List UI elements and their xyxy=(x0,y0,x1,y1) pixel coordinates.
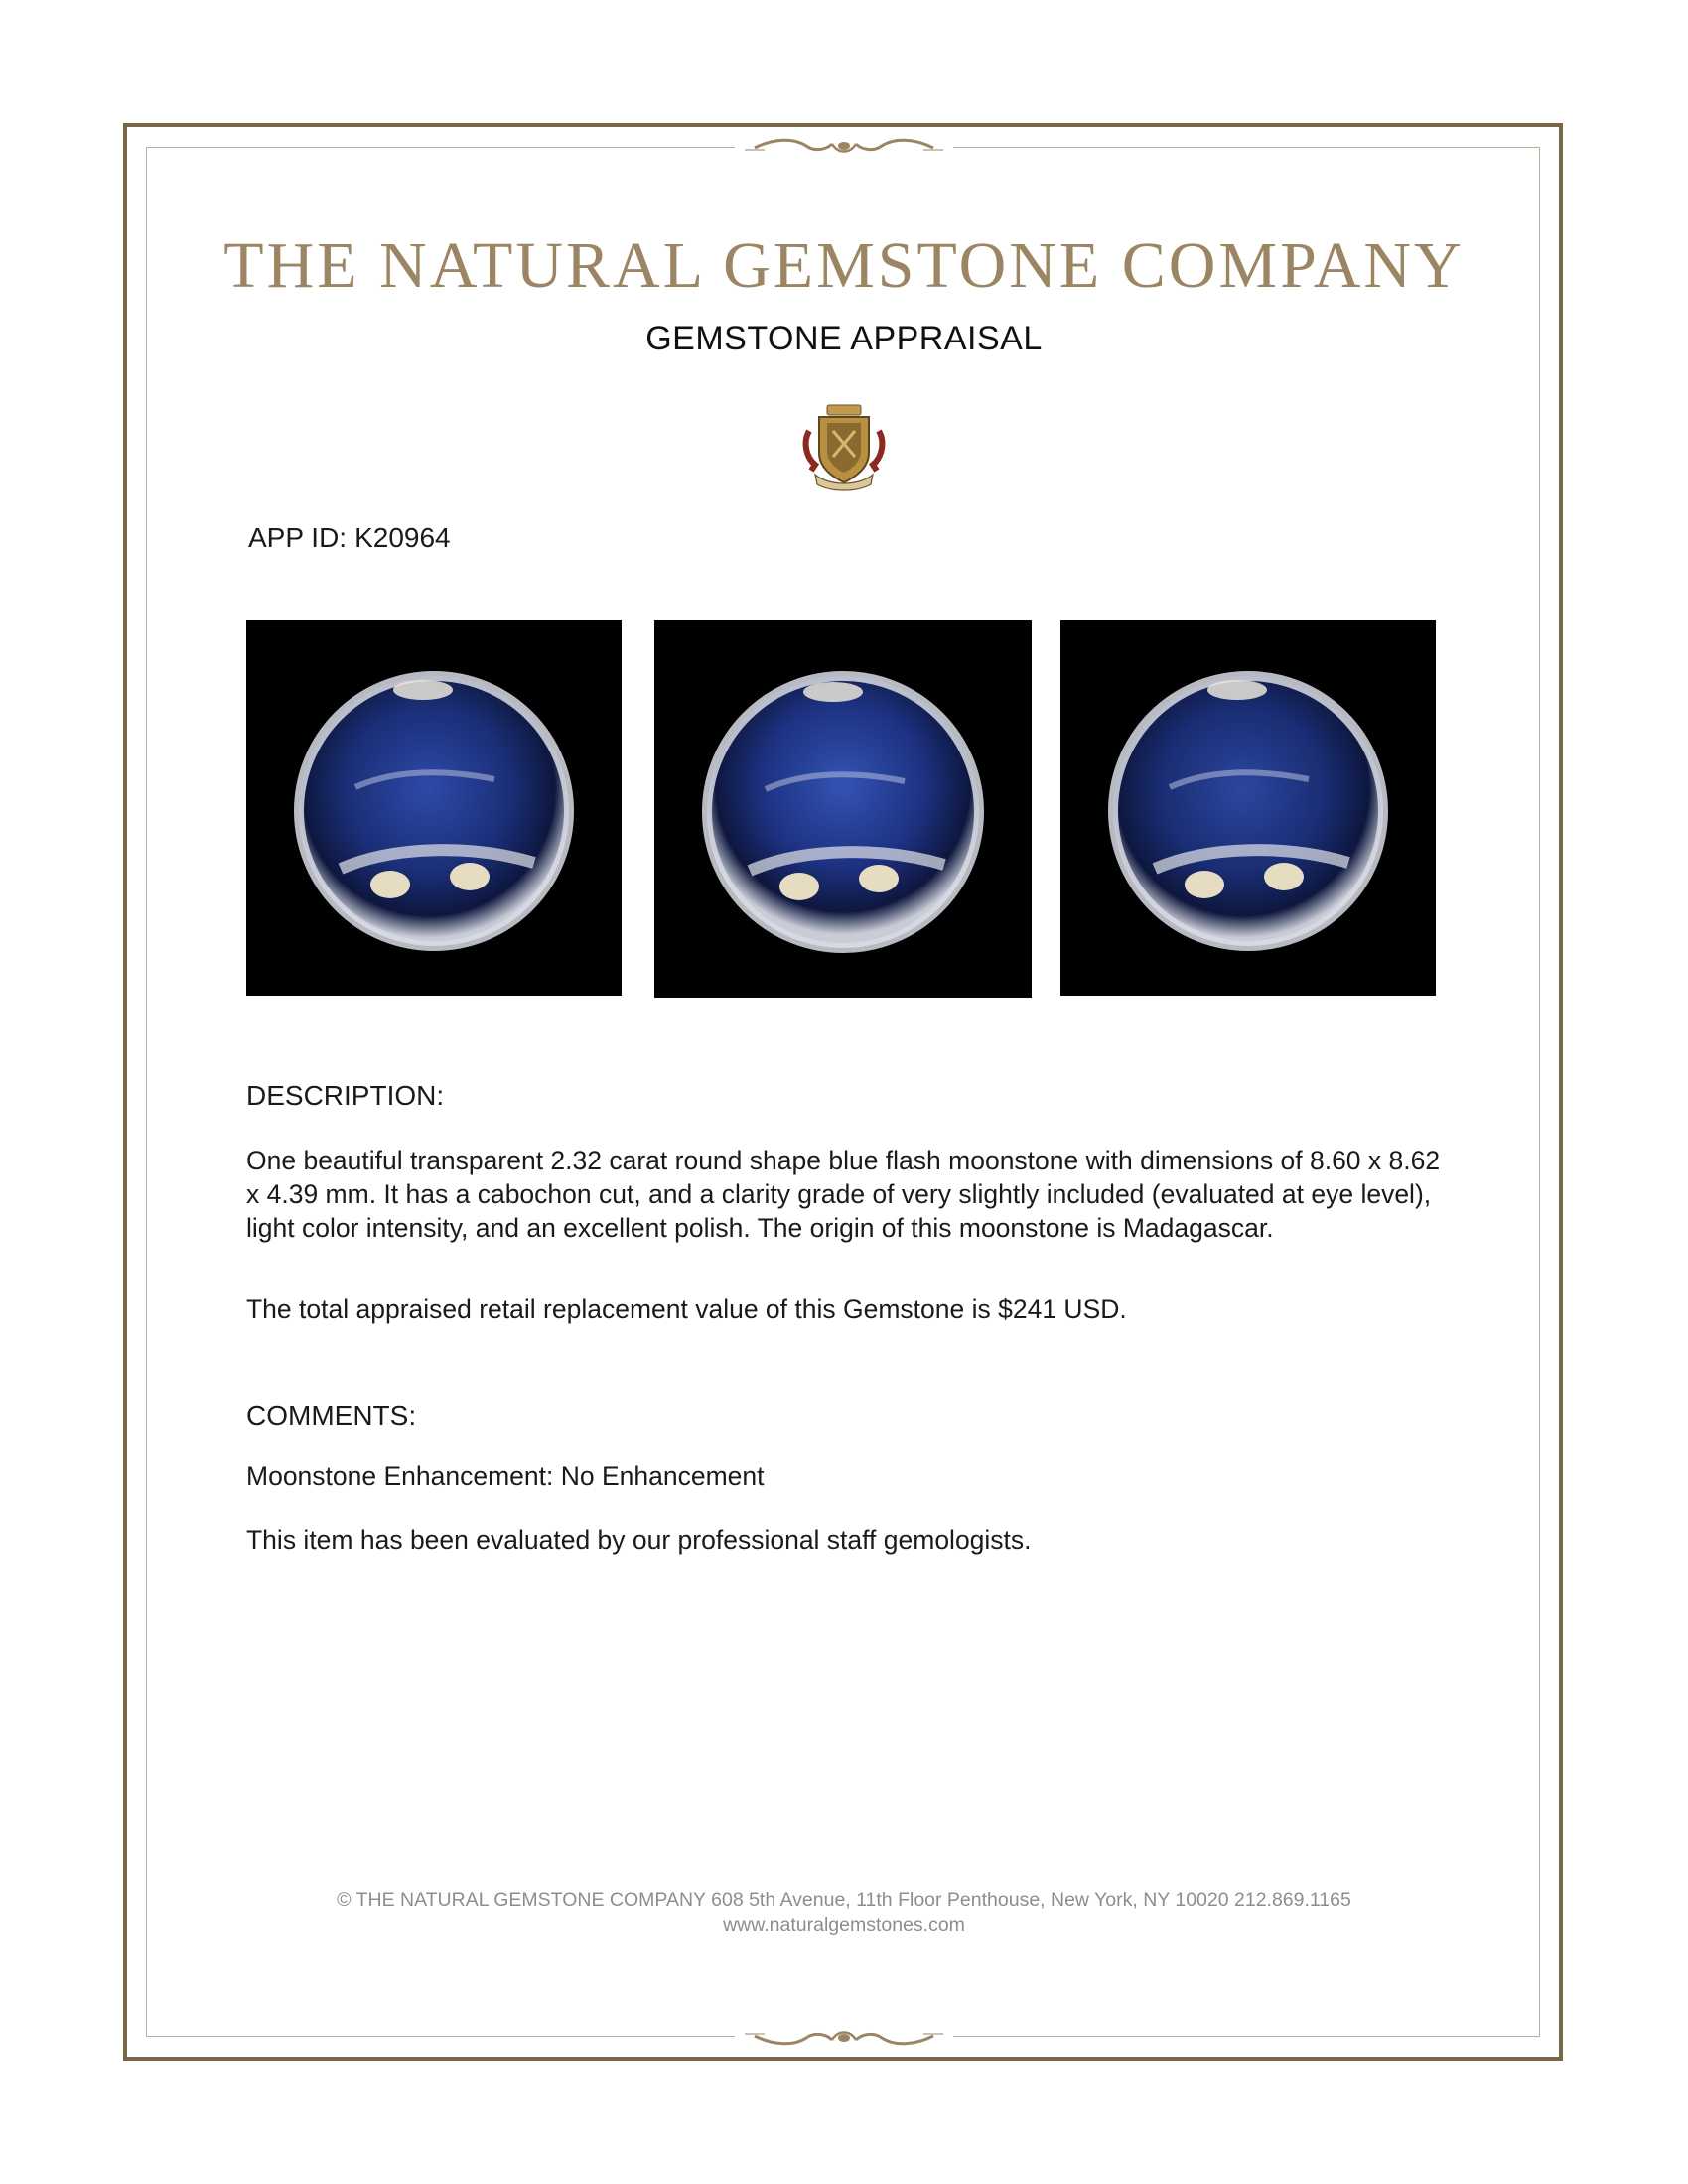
gemstone-photo-2 xyxy=(654,620,1032,998)
ornament-bottom-icon xyxy=(735,2022,953,2052)
footer-website-link[interactable]: www.naturalgemstones.com xyxy=(723,1914,965,1936)
ornament-top-icon xyxy=(735,132,953,162)
comments-heading: COMMENTS: xyxy=(246,1400,417,1431)
gemstone-photo-3 xyxy=(1060,620,1436,996)
gemstone-photo-1 xyxy=(246,620,622,996)
app-id-label: APP ID: xyxy=(248,522,348,553)
appraised-value-text: The total appraised retail replacement value of this Gemstone is $241 USD. xyxy=(246,1295,1127,1324)
footer-address: © THE NATURAL GEMSTONE COMPANY 608 5th Avenue, 11th Floor Penthouse, New York, NY 10020 212.869.1165 xyxy=(337,1889,1351,1911)
crest-icon xyxy=(801,401,887,492)
app-id xyxy=(248,522,451,554)
company-name: THE NATURAL GEMSTONE COMPANY xyxy=(223,229,1465,302)
description-text: One beautiful transparent 2.32 carat round shape blue flash moonstone with dimensions of 8.60 x 8.62 x 4.39 mm. It has a cabochon cut, and a clarity grade of very slightly included (evaluated at eye level), light color intensity, and an excellent polish. The origin of this moonstone is Madagascar. xyxy=(246,1146,1441,1243)
description-heading: DESCRIPTION: xyxy=(246,1080,445,1111)
enhancement-text: Moonstone Enhancement: No Enhancement xyxy=(246,1461,765,1491)
evaluation-note: This item has been evaluated by our professional staff gemologists. xyxy=(246,1525,1032,1555)
document-title: GEMSTONE APPRAISAL xyxy=(645,320,1043,357)
app-id-value: K20964 xyxy=(354,522,451,553)
